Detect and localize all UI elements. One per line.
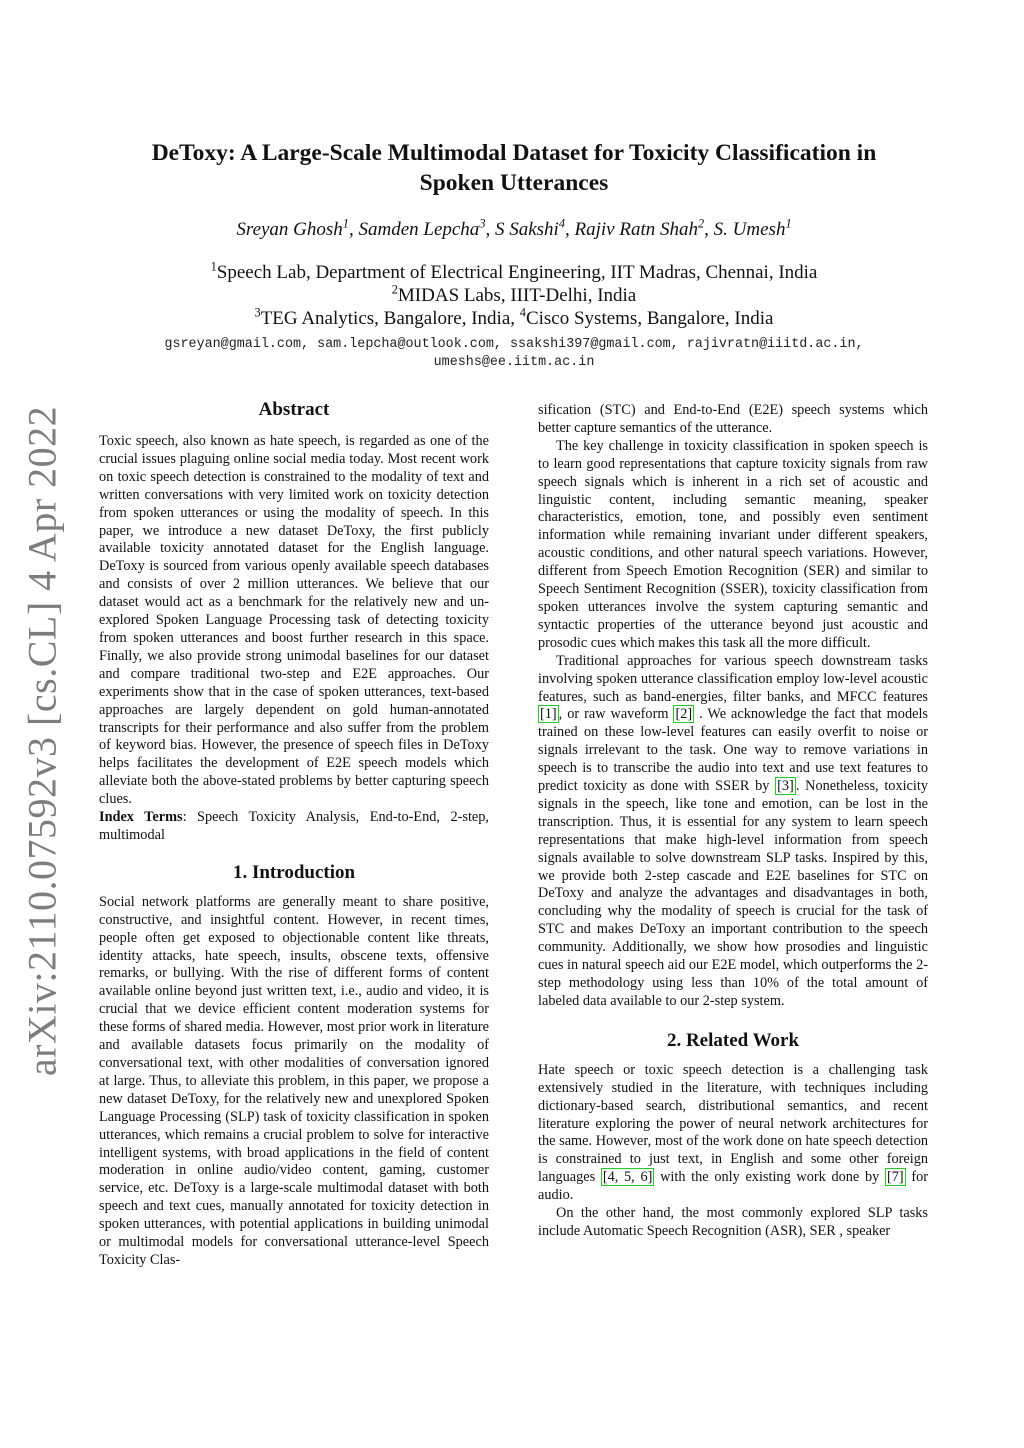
index-terms-label: Index Terms: [99, 809, 183, 826]
paper-title-line-2: Spoken Utterances: [419, 170, 609, 196]
affiliation-3-4: $^3$TEG Analytics, Bangalore, India, $^4$Cisco Systems, Bangalore, India: [254, 305, 774, 329]
affiliation-2: $^2$MIDAS Labs, IIIT-Delhi, India: [391, 282, 637, 306]
left-column: [99, 398, 489, 1270]
citation-link[interactable]: [2]: [675, 706, 693, 723]
abstract-heading: Abstract: [258, 399, 330, 420]
affiliations: [100, 261, 928, 330]
introduction-text: Social network platforms are generally meant to share positive, constructive, and insightful content. However, in recent times, people often get exposed to objectionable content like threats, identity attacks, hate speech, insults, obscene texts, offensive remarks, or bullying. With the rise of different forms of content available online beyond just written text, i.e., audio and video, it is crucial that we device efficient content moderation systems for these forms of shared media. However, most prior work in literature and available datasets focus primarily on the modality of conversational text, with other modalities of conversation ignored at large. Thus, to alleviate this problem, in this paper, we propose a new dataset DeToxy, for the relatively new and unexplored Spoken Language Processing (SLP) task of toxicity classification in spoken utterances, which remains a crucial problem to solve for interactive intelligent systems, with broad applications in the field of content moderation in online audio/video content, gaming, customer service, etc. DeToxy is a large-scale multimodal dataset with both speech and text cues, manually annotated for toxicity detection in spoken utterances, with potential applications in building unimodal or multimodal models for conversational utterance-level Speech Toxicity Clas-: [99, 893, 489, 1268]
citation-link[interactable]: [3]: [777, 778, 794, 795]
index-terms-text: : Speech Toxicity Analysis, End-to-End, 2-step, multimodal: [99, 809, 489, 843]
intro-paragraph-3: Traditional approaches for various speech downstream tasks involving spoken utterance classification employ low-level acoustic features, such as band-energies, filter banks, and MFCC features [1] , or raw waveform [2] . We acknowledge the fact that models trained on these low-level features can easily overfit to noise or signals irrelevant to the task. One way to remove variations in speech is to transcribe the audio into text and use text features to predict toxicity as done with SSER by [3] . Nonetheless, toxicity signals in the speech, like tone and emotion, can be lost in the transcription. Thus, it is essential for any system to learn speech representations that make high-level information from speech signals available to solve downstream SLP tasks. Inspired by this, we provide both 2-step cascade and E2E baselines for STC on DeToxy and analyze the advantages and disadvantages in both, concluding why the modality of speech is crucial for the task of STC and makes DeToxy an important contribution to the speech community. Additionally, we show how prosodies and linguistic cues in natural speech aid our E2E model, which outperforms the 2-step methodology using less than 10% of the total amount of labeled data available to our 2-step system.: [538, 652, 928, 1009]
related-work-heading: 2. Related Work: [666, 1029, 800, 1051]
author-emails: [90, 336, 938, 372]
author: S. Umesh$^1$: [713, 216, 792, 240]
emails-line-1: gsreyan@gmail.com, sam.lepcha@outlook.com, ssakshi397@gmail.com, rajivratn@iiitd.ac.in,: [164, 337, 864, 352]
affiliation-1: $^1$Speech Lab, Department of Electrical Engineering, IIT Madras, Chennai, India: [210, 259, 818, 283]
intro-paragraph-2: The key challenge in toxicity classification in spoken speech is to learn good representations that capture toxicity signals from raw speech signals which is inherent in a rich set of acoustic and linguistic content, including semantic meaning, speaker characteristics, emotion, tone, and possibly even sentiment information while remaining invariant under different speakers, acoustic conditions, and other natural speech variations. However, different from Speech Emotion Recognition (SER) and similar to Speech Sentiment Recognition (SSER), toxicity classification from spoken utterances involve the system capturing semantic and syntactic properties of the utterance beyond just acoustic and prosodic cues which makes this task all the more difficult.: [538, 437, 928, 651]
citation-link[interactable]: [7]: [886, 1169, 904, 1186]
arxiv-sidebar: [8, 0, 76, 1448]
related-work-paragraph-1: Hate speech or toxic speech detection is a challenging task extensively studied in the literature, with techniques including dictionary-based search, distributional semantics, and recent literature exploring the power of neural network architectures for the same. However, most of the work done on hate speech detection is constrained to just text, in English and some other foreign languages [4, 5, 6] with the only existing work done by [7] for audio.: [538, 1061, 929, 1204]
emails-line-2: umeshs@ee.iitm.ac.in: [433, 355, 595, 370]
abstract-text: Toxic speech, also known as hate speech, is regarded as one of the crucial issues plaguing online social media today. Most recent work on toxic speech detection is constrained to the modality of text and written conversations with very limited work on toxicity detection from spoken utterances or using the modality of speech. In this paper, we introduce a new dataset DeToxy, the first publicly available toxicity annotated dataset for the English language. DeToxy is sourced from various openly available speech databases and consists of over 2 million utterances. We believe that our dataset would act as a benchmark for the relatively new and un-explored Spoken Language Processing task of detecting toxicity from spoken utterances and boost further research in this space. Finally, we also provide strong unimodal baselines for our dataset and compare traditional two-step and E2E approaches. Our experiments show that in the case of spoken utterances, text-based approaches are largely dependent on gold human-annotated transcripts for their performance and also suffer from the problem of keyword bias. However, the presence of speech files in DeToxy helps facilitates the development of E2E speech models which alleviate both the above-stated problems by better capturing speech clues.: [99, 433, 489, 808]
author: Sreyan Ghosh$^1$,: [236, 216, 359, 240]
author: Rajiv Ratn Shah$^2$,: [574, 216, 714, 240]
related-work-paragraph-2: On the other hand, the most commonly explored SLP tasks include Automatic Speech Recognition (ASR), SER , speaker: [538, 1205, 928, 1239]
arxiv-identifier: arXiv:2110.07592v3 [cs.CL] 4 Apr 2022: [19, 405, 65, 1077]
intro-continuation: sification (STC) and End-to-End (E2E) speech systems which better capture semantics of the utterance.: [538, 402, 928, 436]
introduction-heading: 1. Introduction: [232, 861, 356, 883]
index-terms: [99, 809, 489, 845]
author: S Sakshi$^4$,: [494, 216, 575, 240]
right-column: [538, 402, 928, 1241]
paper-title-line-1: DeToxy: A Large-Scale Multimodal Dataset for Toxicity Classification in: [151, 140, 877, 166]
citation-link[interactable]: [4, 5, 6]: [602, 1169, 653, 1186]
author: Samden Lepcha$^3$,: [358, 216, 495, 240]
paper-title: [100, 138, 928, 198]
author-list: [100, 218, 928, 242]
citation-link[interactable]: [1]: [540, 706, 557, 723]
